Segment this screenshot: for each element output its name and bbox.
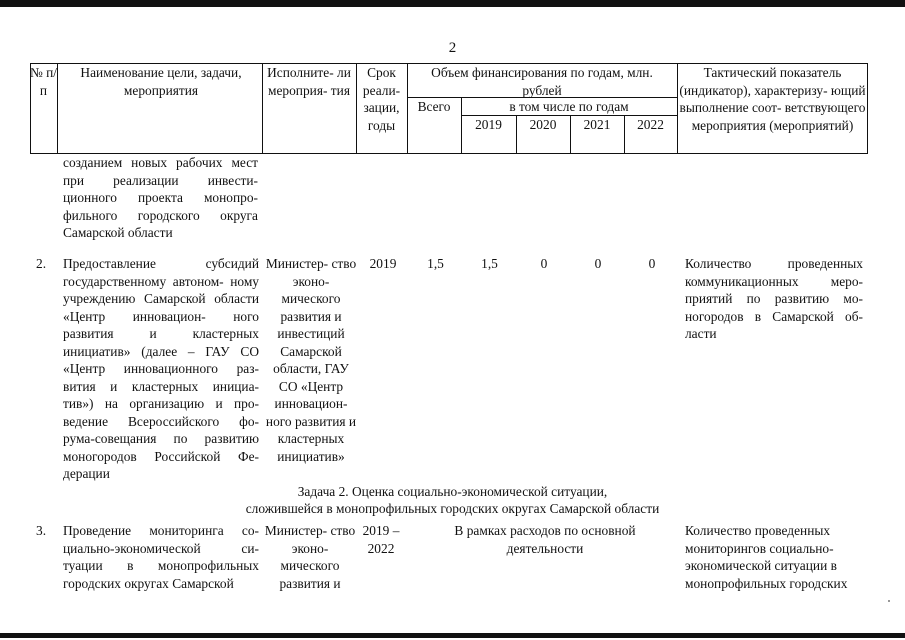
bottom-border — [0, 633, 905, 638]
page-number: 2 — [448, 40, 457, 56]
row2-2020: 0 — [540, 256, 548, 271]
task2-line2: сложившейся в монопрофильных городских округах Самарской области — [245, 501, 660, 516]
header-total: Всего — [417, 99, 451, 114]
row2-indicator: Количество проведенных коммуникационных меро- приятий по развитию мо- ногородов в Самарской об- ласти — [685, 256, 863, 341]
grid-line — [57, 63, 58, 154]
row3-indicator: Количество проведенных мониторингов социально- экономической ситуации в монопрофильных городских — [685, 523, 848, 591]
top-border — [0, 0, 905, 7]
row2-2022: 0 — [648, 256, 656, 271]
row2-total: 1,5 — [427, 256, 444, 271]
row2-2019: 1,5 — [481, 256, 498, 271]
row3-funding: В рамках расходов по основной деятельности — [454, 523, 636, 556]
continuation-name: созданием новых рабочих мест при реализации инвести- ционного проекта монопро- фильного городского округа Самарской области — [63, 155, 258, 240]
grid-line — [867, 63, 868, 154]
row2-num: 2. — [36, 256, 47, 271]
row2-term: 2019 — [369, 256, 397, 271]
row3-executor: Министер- ство эконо- мического развития и — [264, 523, 356, 591]
header-year-2022: 2022 — [637, 117, 664, 132]
scan-speck — [888, 600, 890, 602]
row2-executor: Министер- ство эконо- мического развития и инвестиций Самарской области, ГАУ СО «Центр инновацион- ного развития и кластерных инициатив» — [265, 256, 357, 464]
row3-num: 3. — [36, 523, 47, 538]
header-funding: Объем финансирования по годам, млн. рублей — [431, 65, 653, 98]
row2-2021: 0 — [594, 256, 602, 271]
row3-term: 2019 – 2022 — [362, 523, 400, 556]
header-indicator: Тактический показатель (индикатор), характеризу- ющий выполнение соот- ветствующего мероприятия (мероприятий) — [679, 65, 866, 133]
task2-line1: Задача 2. Оценка социально-экономической ситуации, — [297, 484, 608, 499]
header-executor: Исполните- ли мероприя- тия — [267, 65, 351, 98]
row2-name: Предоставление субсидий государственному автоном- ному учреждению Самарской области «Центр инновацион- ного развития и кластерных инициатив» (далее – ГАУ СО «Центр инновационного раз- вития и кластерных инициа- тив») на организацию и про- ведение Всероссийского фо- рума-совещания по развитию моногородов Российской Фе- дерации — [63, 256, 259, 481]
header-term: Срок реали- зации, годы — [362, 65, 401, 133]
header-year-2021: 2021 — [583, 117, 611, 132]
header-by-years: в том числе по годам — [509, 99, 629, 114]
header-year-2019: 2019 — [475, 117, 502, 132]
header-year-2020: 2020 — [529, 117, 557, 132]
row3-name: Проведение мониторинга со- циально-экономической си- туации в монопрофильных городских округах Самарской — [63, 523, 259, 591]
header-num: № п/п — [30, 65, 58, 98]
header-name: Наименование цели, задачи, мероприятия — [80, 65, 242, 98]
